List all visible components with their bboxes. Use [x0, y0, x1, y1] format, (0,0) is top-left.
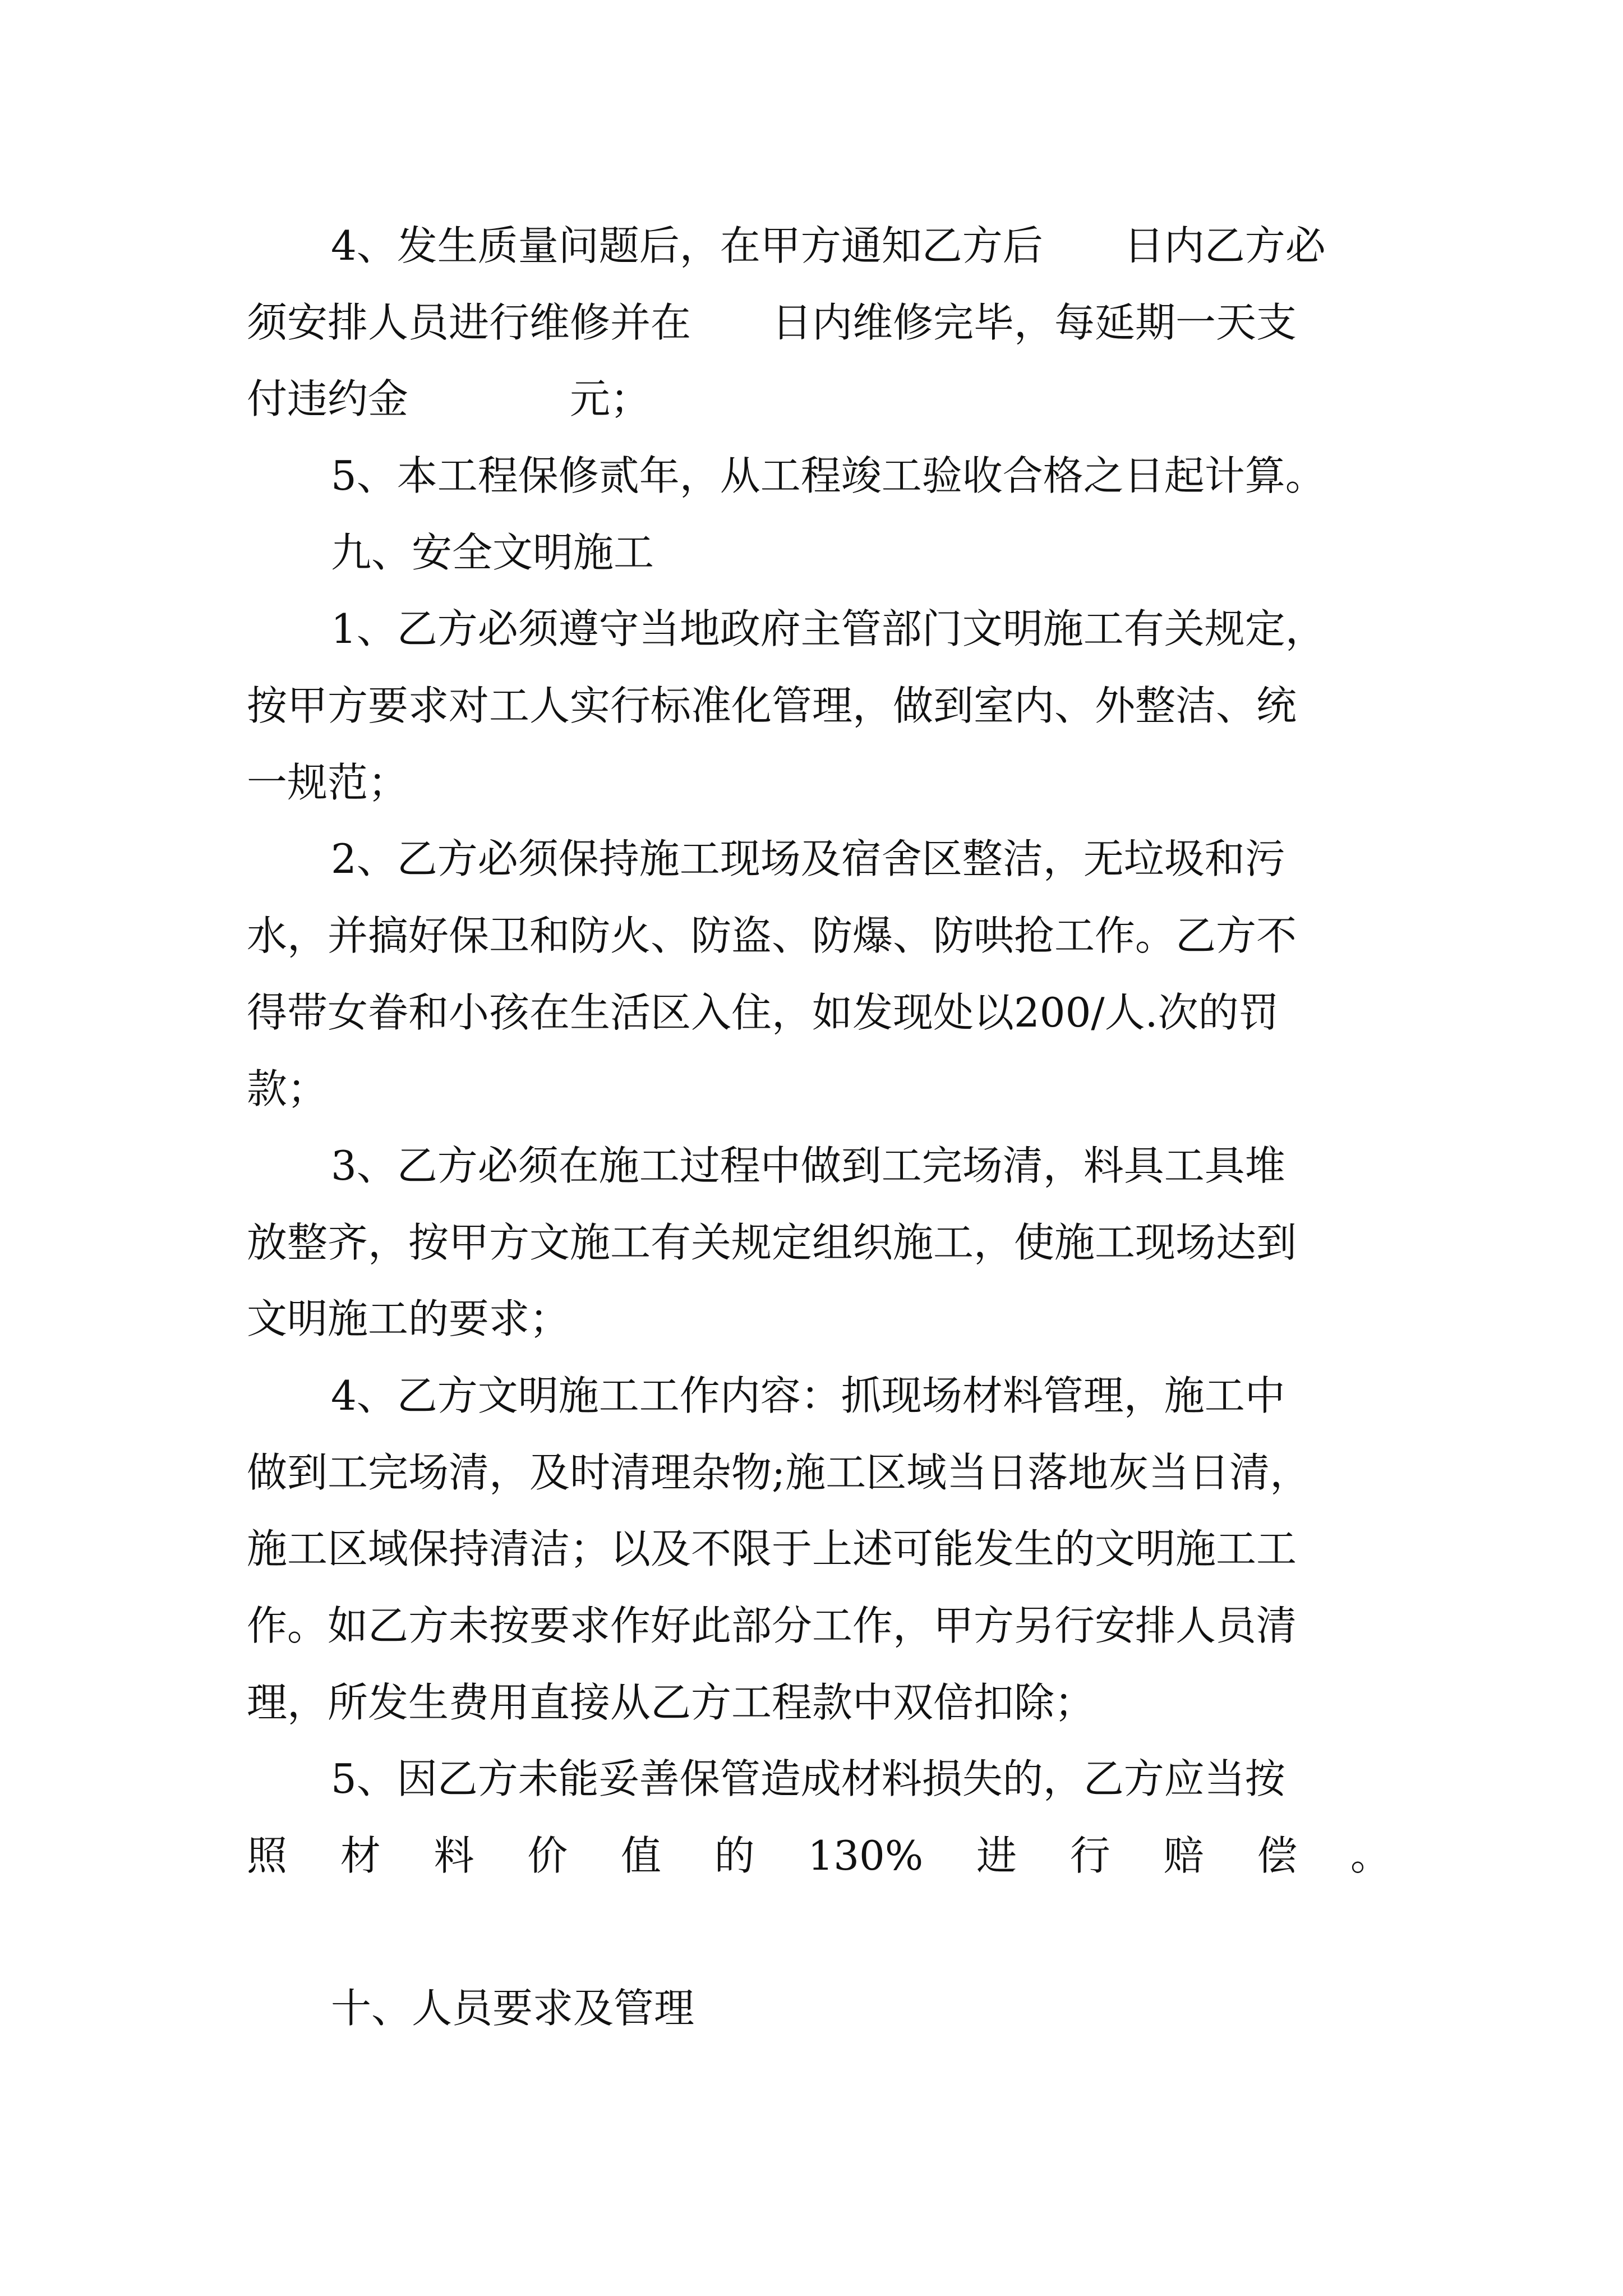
paragraph-line: 款； [247, 1065, 328, 1112]
paragraph-line: 得带女眷和小孩在生活区入住，如发现处以200/人.次的罚 [247, 989, 1279, 1036]
paragraph-line: 5、本工程保修贰年，从工程竣工验收合格之日起计算。 [331, 452, 1326, 499]
paragraph-line: 按甲方要求对工人实行标准化管理，做到室内、外整洁、统 [247, 682, 1297, 729]
paragraph-line: 5、因乙方未能妥善保管造成材料损失的，乙方应当按 [331, 1755, 1285, 1802]
paragraph-line: 施工区域保持清洁；以及不限于上述可能发生的文明施工工 [247, 1525, 1297, 1572]
paragraph-line: 4、发生质量问题后，在甲方通知乙方后 日内乙方必 [331, 222, 1326, 269]
paragraph-line: 付违约金 元； [247, 375, 651, 422]
justified-word: 料 [434, 1832, 474, 1879]
paragraph-line: 作。如乙方未按要求作好此部分工作，甲方另行安排人员清 [247, 1602, 1297, 1649]
justified-word: 值 [620, 1832, 661, 1879]
justified-word: 照 [247, 1832, 288, 1879]
section-heading: 九、安全文明施工 [331, 529, 654, 576]
paragraph-line: 水，并搞好保卫和防火、防盗、防爆、防哄抢工作。乙方不 [247, 912, 1297, 959]
paragraph-line: 放整齐，按甲方文施工有关规定组织施工，使施工现场达到 [247, 1219, 1297, 1266]
justified-word: 行 [1069, 1832, 1110, 1879]
paragraph-line: 一规范； [247, 759, 409, 806]
justified-line [247, 1825, 1391, 1887]
justified-word: 的 [714, 1832, 755, 1879]
justified-word: 偿 [1257, 1832, 1298, 1879]
paragraph-line: 4、乙方文明施工工作内容：抓现场材料管理，施工中 [331, 1372, 1285, 1419]
justified-word: 材 [340, 1832, 381, 1879]
paragraph-line: 1、乙方必须遵守当地政府主管部门文明施工有关规定， [331, 605, 1326, 652]
justified-word: 。 [1350, 1832, 1391, 1879]
paragraph-line: 理，所发生费用直接从乙方工程款中双倍扣除； [247, 1679, 1095, 1726]
justified-word: 130% [808, 1832, 924, 1879]
paragraph-line: 3、乙方必须在施工过程中做到工完场清，料具工具堆 [331, 1142, 1285, 1189]
justified-word: 进 [976, 1832, 1017, 1879]
section-heading: 十、人员要求及管理 [331, 1985, 695, 2032]
paragraph-line: 2、乙方必须保持施工现场及宿舍区整洁，无垃圾和污 [331, 835, 1285, 882]
justified-word: 价 [527, 1832, 568, 1879]
paragraph-line: 文明施工的要求； [247, 1295, 570, 1342]
paragraph-line: 做到工完场清，及时清理杂物;施工区域当日落地灰当日清， [247, 1449, 1311, 1496]
justified-word: 赔 [1163, 1832, 1204, 1879]
paragraph-line: 须安排人员进行维修并在 日内维修完毕，每延期一天支 [247, 299, 1297, 346]
